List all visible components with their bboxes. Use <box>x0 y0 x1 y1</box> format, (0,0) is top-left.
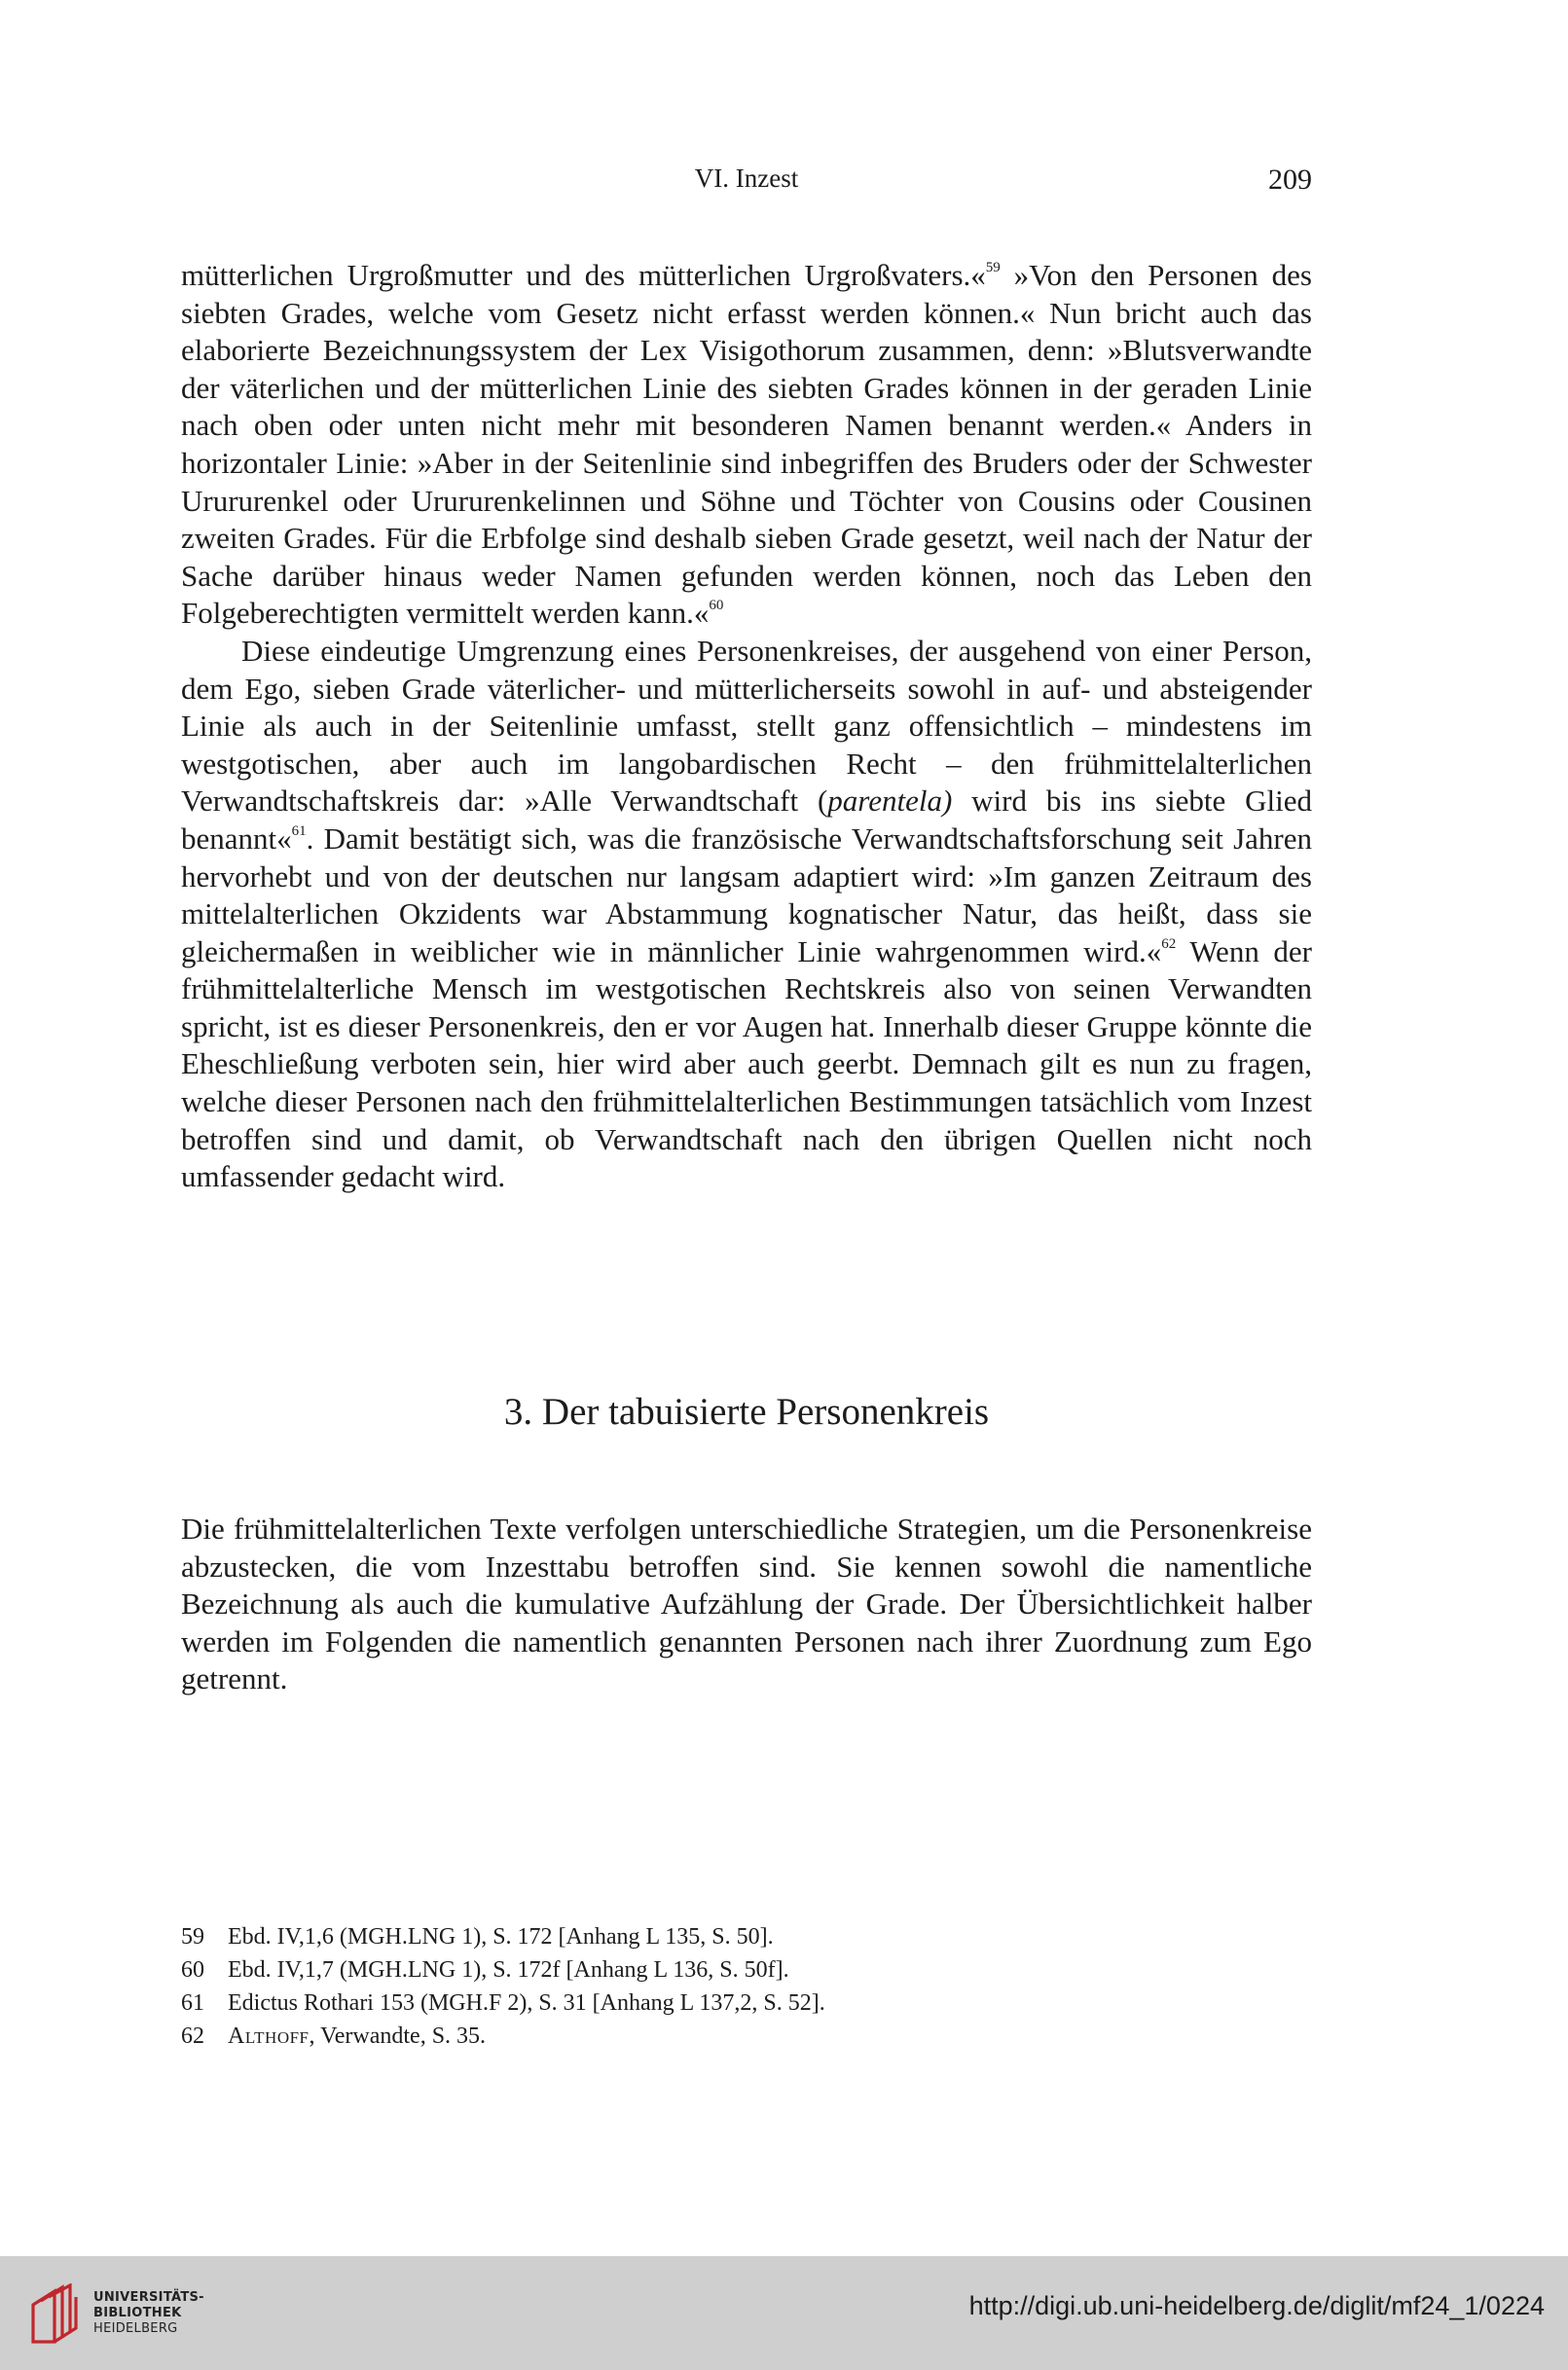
text-run: mütterlichen Urgroßmutter und des mütterlichen Urgroßvaters.« <box>181 258 986 292</box>
footnote-number: 60 <box>181 1957 204 1983</box>
page-number: 209 <box>1268 164 1312 196</box>
footnote-59 <box>181 1920 1312 1953</box>
main-text-block <box>181 257 1312 1196</box>
footnote-ref-60[interactable]: 60 <box>709 598 724 614</box>
footnote-61 <box>181 1987 1312 2020</box>
footnote-author: Althoff <box>228 2024 310 2049</box>
paragraph-2 <box>181 633 1312 1196</box>
library-name-line: BIBLIOTHEK <box>93 2306 182 2320</box>
library-logo-icon[interactable] <box>27 2283 88 2348</box>
footnote-ref-62[interactable]: 62 <box>1161 935 1177 952</box>
text-run: , Verwandte, S. 35. <box>309 2024 487 2049</box>
italic-term: parentela) <box>827 784 953 819</box>
text-run: Wenn der frühmittelalterliche Mensch im westgotischen Rechtskreis also von seinen Verwandten spricht, ist es dieser Personenkreis, den er vor Augen hat. Innerhalb dieser Gruppe könnte die Eheschließung verboten sein, hier wird aber auch geerbt. Demnach gilt es nun zu fragen, welche dieser Personen nach den frühmittelalterlichen Bestimmungen tatsächlich vom Inzest betroffen sind und damit, ob Verwandtschaft nach den übrigen Quellen nicht noch umfassender gedacht wird. <box>181 933 1313 1194</box>
digitization-footer <box>0 2256 1568 2370</box>
section-text-block <box>181 1511 1312 1698</box>
footnote-text: Ebd. IV,1,6 (MGH.LNG 1), S. 172 [Anhang L 135, S. 50]. <box>228 1924 774 1950</box>
library-name <box>93 2290 204 2337</box>
footnote-number: 62 <box>181 2024 204 2049</box>
section-heading: 3. Der tabuisierte Personenkreis <box>503 1391 990 1433</box>
footnote-text <box>228 2020 486 2053</box>
paragraph-1 <box>181 257 1312 633</box>
footnote-ref-61[interactable]: 61 <box>291 822 307 839</box>
text-run: Diese eindeutige Umgrenzung eines Personenkreises, der ausgehend von einer Person, dem Ego, sieben Grade väterlicher- und mütterlicherseits sowohl in auf- und absteigender Linie als auch in der Seitenlinie umfasst, stellt ganz offensichtlich – mindestens im westgotischen, aber auch im langobardischen Recht – den frühmittelalterlichen Verwandtschaftskreis dar: »Alle Verwandtschaft ( <box>181 633 1312 819</box>
text-run: »Von den Personen des siebten Grades, welche vom Gesetz nicht erfasst werden können.« Nun bricht auch das elaborierte Bezeichnungssystem der Lex Visigothorum zusammen, denn: »Blutsverwandte der väterlichen und der mütterlichen Linie des siebten Grades können in der geraden Linie nach oben oder unten nicht mehr mit besonderen Namen benannt werden.« Anders in horizontaler Linie: »Aber in der Seitenlinie sind inbegriffen des Bruders oder der Schwester Urururenkel oder Urururenkelinnen und Söhne und Töchter von Cousins oder Cousinen zweiten Grades. Für die Erbfolge sind deshalb sieben Grade gesetzt, weil nach der Natur der Sache darüber hinaus weder Namen gefunden werden können, noch das Leben den Folgeberechtigten vermittelt werden kann.« <box>181 258 1312 631</box>
text-run: . Damit bestätigt sich, was die französische Verwandtschaftsforschung seit Jahren hervorhebt und von der deutschen nur langsam adaptiert wird: »Im ganzen Zeitraum des mittelalterlichen Okzidents war Abstammung kognatischer Natur, das heißt, dass sie gleichermaßen in weiblicher wie in männlicher Linie wahrgenommen wird.« <box>181 820 1312 968</box>
library-name-line: UNIVERSITÄTS- <box>93 2290 204 2305</box>
footnote-60 <box>181 1953 1312 1987</box>
library-name-line: HEIDELBERG <box>93 2321 178 2336</box>
footnotes <box>181 1920 1312 2053</box>
chapter-title: VI. Inzest <box>694 164 799 193</box>
footnote-ref-59[interactable]: 59 <box>985 260 1001 275</box>
footnote-text: Edictus Rothari 153 (MGH.F 2), S. 31 [Anhang L 137,2, S. 52]. <box>228 1990 825 2016</box>
source-url-link[interactable]: http://digi.ub.uni-heidelberg.de/diglit/mf24_1/0224 <box>968 2291 1545 2320</box>
running-head <box>181 164 1312 202</box>
footnote-number: 61 <box>181 1990 204 2016</box>
paragraph-3: Die frühmittelalterlichen Texte verfolgen unterschiedliche Strategien, um die Personenkreise abzustecken, die vom Inzesttabu betroffen sind. Sie kennen sowohl die namentliche Bezeichnung als auch die kumulative Aufzählung der Grade. Der Übersichtlichkeit halber werden im Folgenden die namentlich genannten Personen nach ihrer Zuordnung zum Ego getrennt. <box>181 1512 1312 1696</box>
footnote-number: 59 <box>181 1924 204 1950</box>
footnote-text: Ebd. IV,1,7 (MGH.LNG 1), S. 172f [Anhang L 136, S. 50f]. <box>228 1957 789 1983</box>
text-run: wird bis ins siebte Glied benannt« <box>181 784 1312 856</box>
footnote-62 <box>181 2020 1312 2053</box>
